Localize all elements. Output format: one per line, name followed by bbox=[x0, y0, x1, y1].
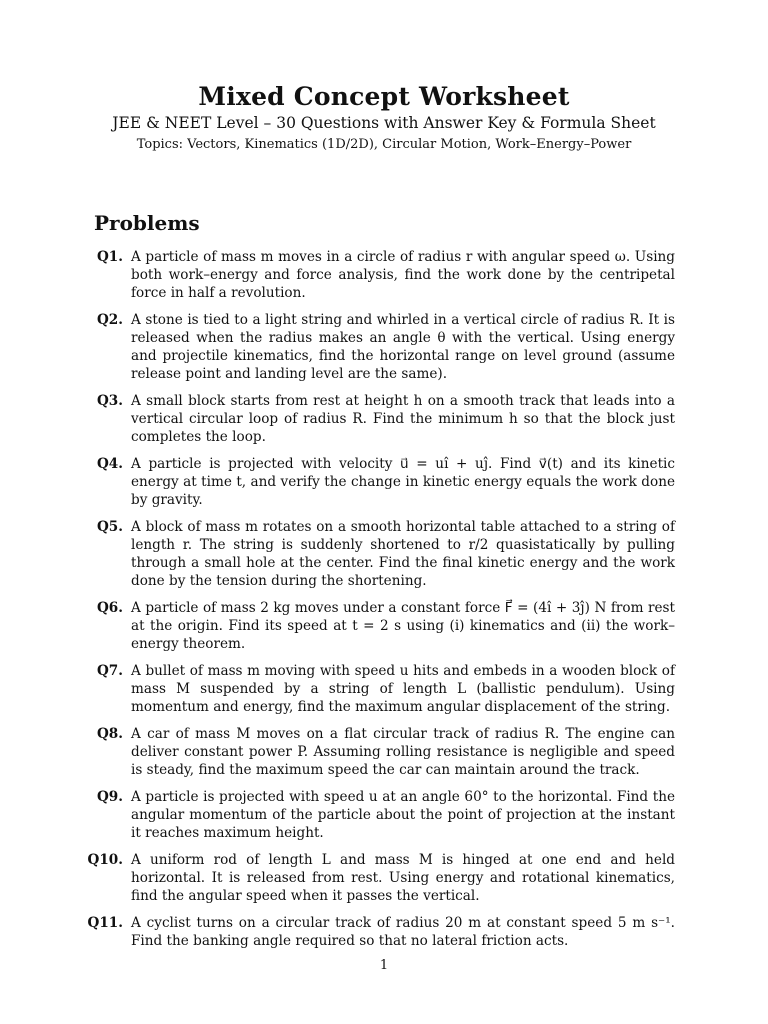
page-number: 1 bbox=[379, 958, 389, 973]
question-text: A cyclist turns on a circular track of radius 20 m at constant speed 5 m s⁻¹. Find the banking angle required so that no lateral friction acts. bbox=[131, 915, 675, 949]
question-item bbox=[0, 599, 768, 653]
question-text: A particle is projected with velocity u⃗ = uî + uĵ. Find v⃗(t) and its kinetic energy at time t, and verify the change in kinetic energy equals the work done by gravity. bbox=[131, 456, 675, 508]
question-text: A particle of mass m moves in a circle of radius r with angular speed ω. Using both work–energy and force analysis, find the work done by the centripetal force in half a revolution. bbox=[131, 249, 675, 301]
problem-list bbox=[0, 248, 768, 959]
question-item bbox=[0, 851, 768, 905]
question-item bbox=[0, 914, 768, 950]
question-item bbox=[0, 311, 768, 383]
page-title: Mixed Concept Worksheet bbox=[198, 82, 570, 111]
question-text: A block of mass m rotates on a smooth horizontal table attached to a string of length r. The string is suddenly shortened to r/2 quasistatically by pulling through a small hole at the center. Find the final kinetic energy and the work done by the tension during the shortening. bbox=[131, 519, 675, 589]
question-text: A particle of mass 2 kg moves under a constant force F⃗ = (4î + 3ĵ) N from rest at the origin. Find its speed at t = 2 s using (i) kinematics and (ii) the work–energy theorem. bbox=[131, 600, 675, 652]
question-item bbox=[0, 788, 768, 842]
question-number: Q10. bbox=[87, 852, 123, 868]
question-item bbox=[0, 725, 768, 779]
question-text: A particle is projected with speed u at an angle 60° to the horizontal. Find the angular momentum of the particle about the point of projection at the instant it reaches maximum height. bbox=[131, 789, 675, 841]
question-number: Q5. bbox=[96, 519, 123, 535]
question-text: A uniform rod of length L and mass M is hinged at one end and held horizontal. It is released from rest. Using energy and rotational kinematics, find the angular speed when it passes the vertical. bbox=[131, 852, 675, 904]
question-number: Q9. bbox=[96, 789, 123, 805]
question-text: A stone is tied to a light string and whirled in a vertical circle of radius R. It is released when the radius makes an angle θ with the vertical. Using energy and projectile kinematics, find the horizontal range on level ground (assume release point and landing level are the same). bbox=[131, 312, 675, 382]
question-item bbox=[0, 455, 768, 509]
question-number: Q2. bbox=[96, 312, 123, 328]
question-number: Q1. bbox=[96, 249, 123, 265]
question-text: A bullet of mass m moving with speed u hits and embeds in a wooden block of mass M suspended by a string of length L (ballistic pendulum). Using momentum and energy, find the maximum angular displacement of the string. bbox=[131, 663, 675, 715]
section-heading-problems: Problems bbox=[94, 211, 200, 235]
question-number: Q3. bbox=[96, 393, 123, 409]
question-item bbox=[0, 392, 768, 446]
question-text: A car of mass M moves on a flat circular track of radius R. The engine can deliver constant power P. Assuming rolling resistance is negligible and speed is steady, find the maximum speed the car can maintain around the track. bbox=[131, 726, 675, 778]
question-number: Q8. bbox=[96, 726, 123, 742]
question-number: Q6. bbox=[96, 600, 123, 616]
question-number: Q7. bbox=[96, 663, 123, 679]
question-item bbox=[0, 662, 768, 716]
question-item bbox=[0, 518, 768, 590]
question-text: A small block starts from rest at height h on a smooth track that leads into a vertical circular loop of radius R. Find the minimum h so that the block just completes the loop. bbox=[131, 393, 675, 445]
question-number: Q11. bbox=[87, 915, 123, 931]
page-subtitle: JEE & NEET Level – 30 Questions with Answer Key & Formula Sheet bbox=[112, 114, 656, 132]
question-item bbox=[0, 248, 768, 302]
topics-line: Topics: Vectors, Kinematics (1D/2D), Circular Motion, Work–Energy–Power bbox=[136, 137, 632, 152]
question-number: Q4. bbox=[96, 456, 123, 472]
